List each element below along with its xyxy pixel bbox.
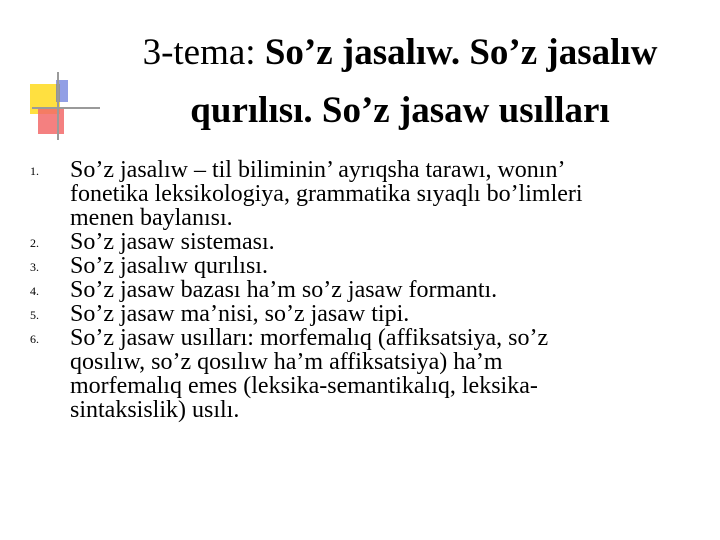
list-item-number: 1. [30,164,39,178]
list-item-number: 3. [30,260,39,274]
list-item-text-line: morfemalıq emes (leksika-semantikalıq, leksika- [70,373,538,399]
title-line-2: qurılısı. So’z jasaw usılları [190,90,610,131]
list-item [0,278,720,302]
list-item-text-line: So’z jasaw bazası ha’m so’z jasaw formantı. [70,277,498,303]
list-item-number: 4. [30,284,39,298]
list-item-text-line: qosılıw, so’z qosılıw ha’m affiksatsiya) ha’m [70,349,503,375]
list-item-text-line: fonetika leksikologiya, grammatika sıyaqlı bo’limleri [70,181,583,207]
list-item-number: 6. [30,332,39,346]
list-item-text-line: menen baylanısı. [70,205,233,231]
title-line-1-text: So’z jasalıw. So’z jasalıw [264,32,658,73]
list-item [0,302,720,326]
list-item-text-line: So’z jasaw ma’nisi, so’z jasaw tipi. [70,301,410,327]
list-item-text-line: So’z jasalıw – til biliminin’ ayrıqsha tarawı, wonın’ [70,157,566,183]
list-item [0,254,720,278]
list-item [0,326,720,422]
deco-red-square [38,108,64,134]
list-item [0,158,720,230]
list-item-text-line: So’z jasalıw qurılısı. [70,253,268,279]
list-item-text-line: So’z jasaw usılları: morfemalıq (affiksatsiya, so’z [70,325,549,351]
title-prefix: 3-tema: [142,32,265,73]
list-item [0,230,720,254]
slide-title [70,24,720,140]
numbered-list [0,158,720,422]
list-item-number: 5. [30,308,39,322]
list-item-text-line: sintaksislik) usılı. [70,397,240,423]
title-line-1 [70,24,720,82]
list-item-text-line: So’z jasaw sisteması. [70,229,275,255]
list-item-number: 2. [30,236,39,250]
